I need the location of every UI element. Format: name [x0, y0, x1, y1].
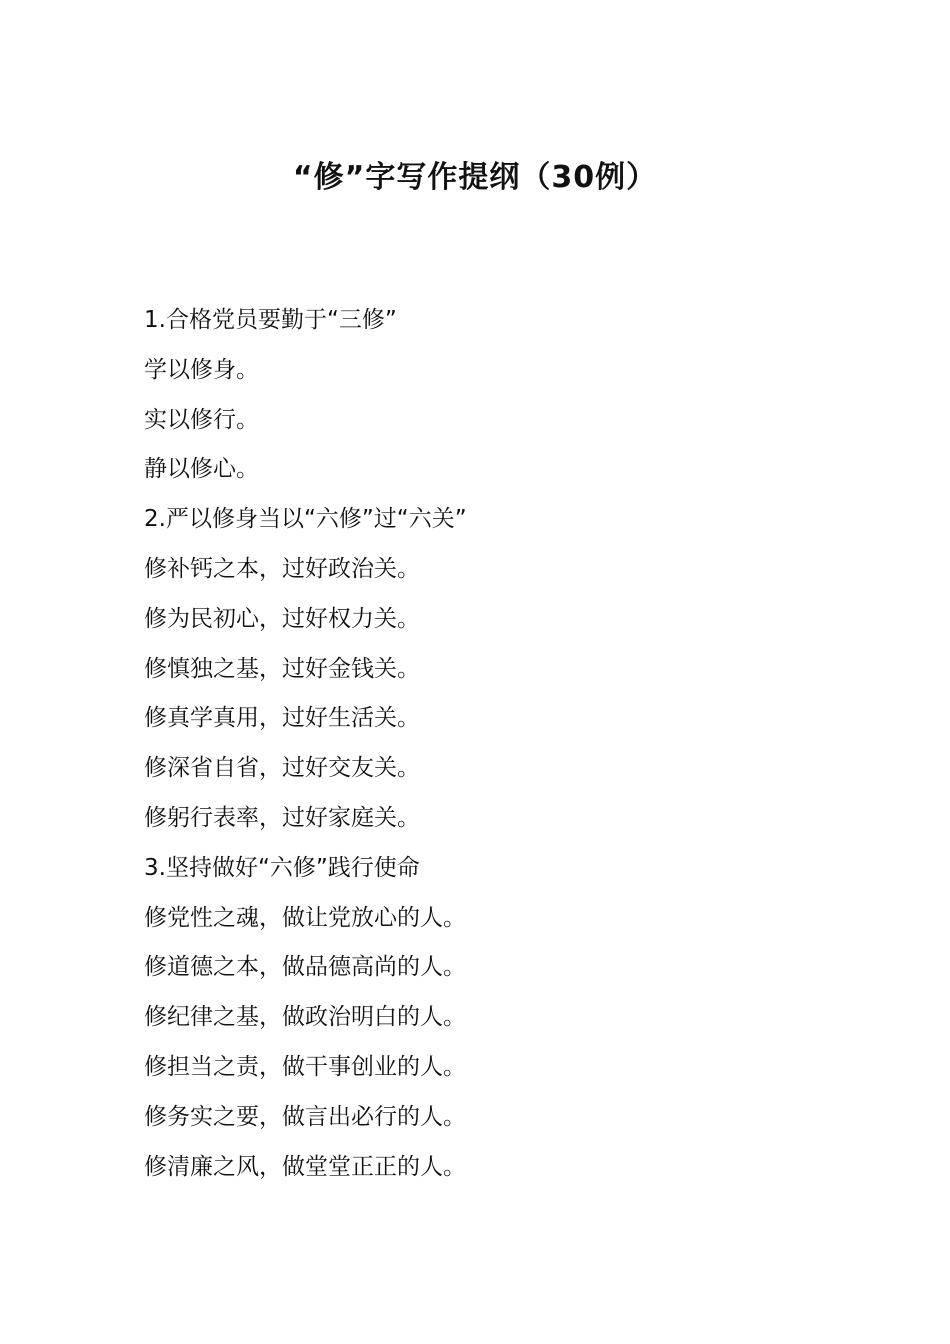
text-line: 修道德之本，做品德高尚的人。: [144, 954, 466, 981]
text-line: 修真学真用，过好生活关。: [144, 705, 420, 732]
text-line: 修担当之责，做干事创业的人。: [144, 1053, 466, 1080]
heading-line: 2.严以修身当以“六修”过“六关”: [144, 506, 467, 533]
text-line: 静以修心。: [144, 456, 259, 483]
text-line: 学以修身。: [144, 356, 259, 383]
heading-line: 1.合格党员要勤于“三修”: [144, 307, 397, 333]
text-line: 修务实之要，做言出必行的人。: [144, 1103, 466, 1130]
text-line: 修慎独之基，过好金钱关。: [144, 655, 420, 682]
text-line: 修躬行表率，过好家庭关。: [144, 804, 420, 831]
text-line: 修深省自省，过好交友关。: [144, 755, 420, 782]
text-line: 修党性之魂，做让党放心的人。: [144, 904, 466, 931]
document-title: “修”字写作提纲（30例）: [292, 160, 658, 195]
text-line: 修清廉之风，做堂堂正正的人。: [144, 1153, 466, 1180]
text-line: 修补钙之本，过好政治关。: [144, 555, 420, 582]
text-line: 修为民初心，过好权力关。: [144, 605, 420, 632]
text-line: 修纪律之基，做政治明白的人。: [144, 1004, 466, 1031]
heading-line: 3.坚持做好“六修”践行使命: [144, 854, 420, 881]
text-line: 实以修行。: [144, 406, 259, 433]
document-body: [144, 296, 844, 1192]
